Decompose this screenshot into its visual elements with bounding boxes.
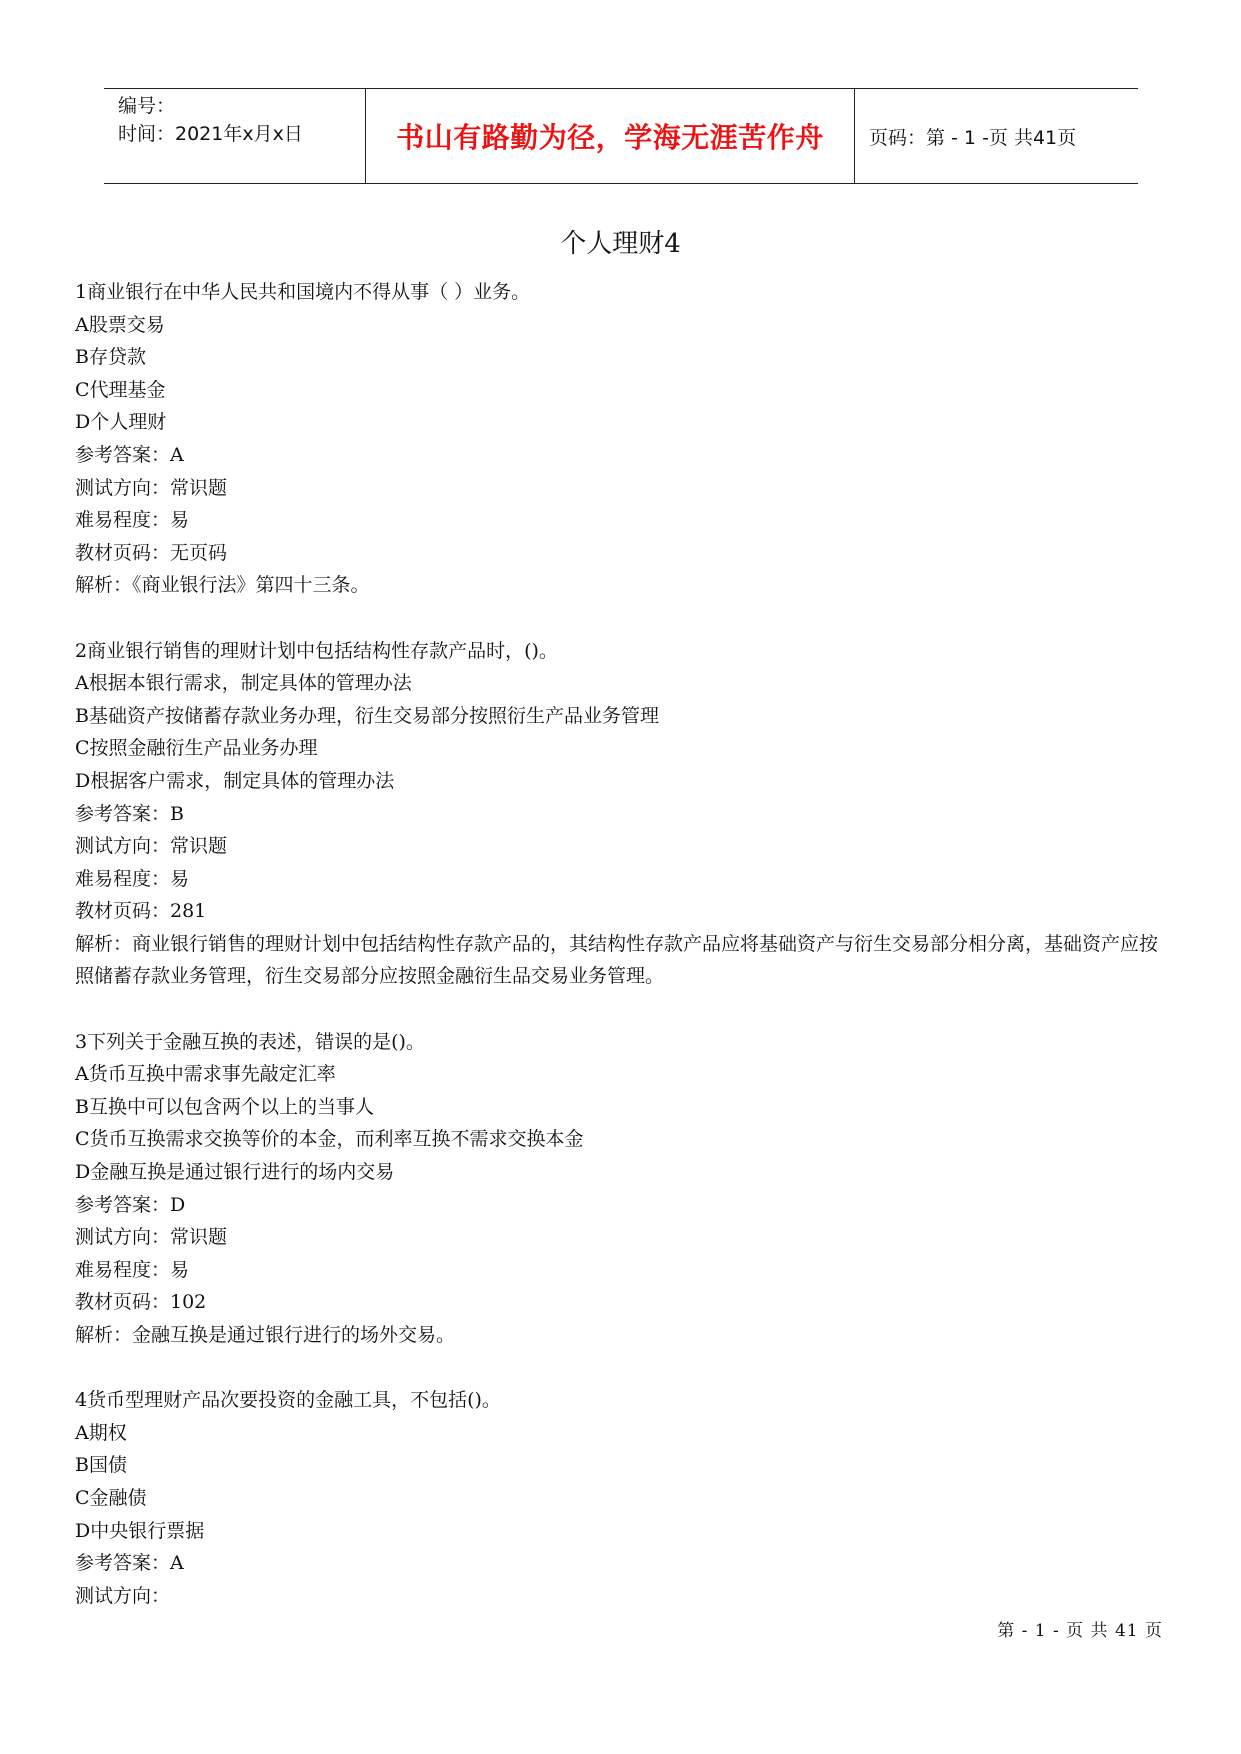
- header-page-info: 页码：第 - 1 -页 共41页: [869, 126, 1077, 149]
- spacer: [75, 602, 1175, 635]
- option-a: A股票交易: [75, 313, 165, 336]
- question-block-2: [75, 635, 1175, 994]
- option-c: C货币互换需求交换等价的本金，而利率互换不需求交换本金: [75, 1128, 584, 1151]
- document-title: 个人理财4: [560, 229, 681, 259]
- test-direction: 测试方向：常识题: [75, 1226, 228, 1249]
- textbook-page: 教材页码：281: [75, 900, 207, 923]
- number-label: 编号：: [118, 95, 176, 117]
- option-b: B存贷款: [75, 346, 146, 369]
- reference-answer: 参考答案：A: [75, 443, 184, 466]
- option-d: D个人理财: [75, 411, 167, 434]
- reference-answer: 参考答案：A: [75, 1552, 184, 1575]
- option-c: C金融债: [75, 1486, 147, 1509]
- option-a: A货币互换中需求事先敲定汇率: [75, 1063, 336, 1086]
- option-d: D根据客户需求，制定具体的管理办法: [75, 769, 395, 792]
- difficulty: 难易程度：易: [75, 509, 190, 532]
- time-label: 时间：2021年x月x日: [118, 123, 303, 145]
- question-block-3: [75, 1026, 1175, 1352]
- analysis: 解析：商业银行销售的理财计划中包括结构性存款产品的，其结构性存款产品应将基础资产与衍生交易部分相分离，基础资产应按照储蓄存款业务管理，衍生交易部分应按照金融衍生品交易业务管理。: [75, 932, 1159, 988]
- page-header: [104, 88, 1138, 184]
- option-d: D中央银行票据: [75, 1519, 205, 1542]
- spacer: [75, 1352, 1175, 1385]
- difficulty: 难易程度：易: [75, 867, 190, 890]
- textbook-page: 教材页码：102: [75, 1291, 207, 1314]
- question-text: 4货币型理财产品次要投资的金融工具，不包括()。: [75, 1389, 501, 1412]
- header-info-cell: [104, 89, 366, 183]
- option-a: A根据本银行需求，制定具体的管理办法: [75, 672, 412, 695]
- option-d: D金融互换是通过银行进行的场内交易: [75, 1161, 395, 1184]
- textbook-page: 教材页码：无页码: [75, 541, 228, 564]
- option-b: B基础资产按储蓄存款业务办理，衍生交易部分按照衍生产品业务管理: [75, 704, 659, 727]
- difficulty: 难易程度：易: [75, 1258, 190, 1281]
- question-text: 1商业银行在中华人民共和国境内不得从事（ ）业务。: [75, 281, 531, 303]
- option-c: C代理基金: [75, 378, 166, 401]
- spacer: [75, 993, 1175, 1026]
- test-direction: 测试方向：常识题: [75, 476, 228, 499]
- header-motto: 书山有路勤为径，学海无涯苦作舟: [366, 89, 855, 183]
- analysis: 解析：《商业银行法》第四十三条。: [75, 574, 370, 597]
- test-direction: 测试方向：常识题: [75, 835, 228, 858]
- question-text: 3下列关于金融互换的表述，错误的是()。: [75, 1030, 425, 1053]
- option-a: A期权: [75, 1421, 127, 1444]
- document-body: [75, 276, 1175, 1612]
- option-b: B国债: [75, 1454, 127, 1477]
- question-text: 2商业银行销售的理财计划中包括结构性存款产品时，()。: [75, 639, 558, 662]
- reference-answer: 参考答案：D: [75, 1193, 186, 1216]
- question-block-1: [75, 276, 1175, 602]
- reference-answer: 参考答案：B: [75, 802, 184, 825]
- page-footer: 第 - 1 - 页 共 41 页: [997, 1621, 1163, 1641]
- test-direction: 测试方向：: [75, 1584, 171, 1607]
- question-block-4: [75, 1384, 1175, 1612]
- option-c: C按照金融衍生产品业务办理: [75, 737, 318, 760]
- analysis: 解析：金融互换是通过银行进行的场外交易。: [75, 1324, 456, 1346]
- option-b: B互换中可以包含两个以上的当事人: [75, 1095, 374, 1118]
